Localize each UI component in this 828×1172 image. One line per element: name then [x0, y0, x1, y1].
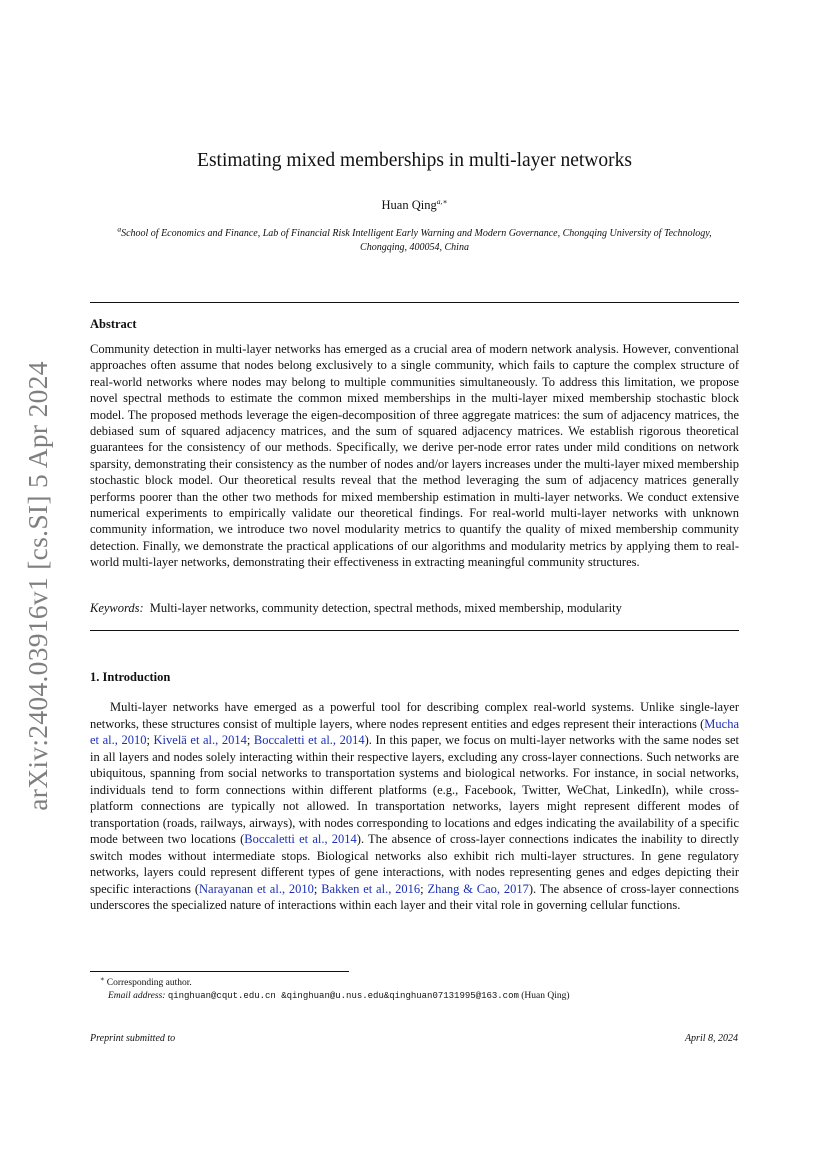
citation-link[interactable]: Bakken et al., 2016 [321, 881, 421, 896]
footer-date: April 8, 2024 [684, 1033, 738, 1044]
affiliation [110, 224, 719, 254]
arxiv-identifier-stamp[interactable]: arXiv:2404.03916v1 [cs.SI] 5 Apr 2024 [22, 361, 53, 811]
citation-link[interactable]: Kivelä et al., 2014 [153, 733, 247, 747]
intro-text-segment: Multi-layer networks have emerged as a powerful tool for describing complex real-world systems. Unlike single-layer networks, these structures consist of multiple layers, where nodes represent entities and edges represent their interactions ( [90, 700, 739, 731]
email-owner: (Huan Qing) [521, 991, 570, 1001]
author-line [90, 198, 739, 213]
intro-text-segment: ; [146, 733, 154, 747]
intro-text-segment: ; [420, 881, 428, 896]
abstract-body: Community detection in multi-layer networks has emerged as a crucial area of modern network analysis. However, conventional approaches often assume that nodes belong exclusively to a single community, which fails to capture the complex structure of real-world networks where nodes may belong to multiple communities simultaneously. To address this limitation, we propose novel spectral methods to estimate the common mixed memberships in the multi-layer mixed membership stochastic block model. The proposed methods leverage the eigen-decomposition of three aggregate matrices: the sum of adjacency matrices, the debiased sum of squared adjacency matrices, and the sum of squared adjacency matrices. We establish rigorous theoretical guarantees for the consistency of our methods. Specifically, we derive per-node error rates under mild conditions on network sparsity, demonstrating their consistency as the number of nodes and/or layers increases under the multi-layer mixed membership stochastic block model. Our theoretical results reveal that the method leveraging the sum of adjacency matrices generally performs poorer than the other two methods for mixed membership estimation in multi-layer networks. We conduct extensive numerical experiments to empirically validate our theoretical findings. For real-world multi-layer networks with unknown community information, we introduce two novel modularity metrics to quantify the quality of mixed membership community detection. Finally, we demonstrate the practical applications of our algorithms and modularity metrics by applying them to real-world multi-layer networks, demonstrating their effectiveness in extracting meaningful community structures. [90, 342, 739, 570]
keywords-text: Multi-layer networks, community detection, spectral methods, mixed membership, modularity [149, 601, 622, 615]
abstract-top-rule [90, 302, 739, 303]
affiliation-text: School of Economics and Finance, Lab of Financial Risk Intelligent Early Warning and Modern Governance, Chongqing University of Technology, Chongqing, 400054, China [121, 228, 712, 253]
footnote-email [108, 990, 748, 1003]
footnote-corresponding [100, 974, 748, 990]
footnote-mark: ∗ [100, 974, 105, 983]
intro-text-segment: ; [246, 733, 254, 747]
keywords-line [90, 601, 739, 616]
author-marks: a,∗ [436, 196, 448, 206]
keywords-label: Keywords: [90, 601, 144, 615]
intro-text-segment: ). The absence of cross-layer connections indicates the inability to directly switch modes without intermediate stops. Biological networks also exhibit rich multi-layer structures. In gene regulatory networks, layers could represent different types of gene interactions, with nodes representing genes and edges depicting their specific interactions ( [90, 832, 739, 896]
intro-text-segment: ). In this paper, we focus on multi-layer networks with the same nodes set in all layers and nodes solely interacting within their respective layers, excluding any cross-layer connections. Such networks are ubiquitous, spanning from social networks to transportation systems and biological networks. For instance, in social networks, individuals tend to form connections within different platforms (e.g., Facebook, Twitter, WeChat, LinkedIn), while cross-platform connections are typically not allowed. In transportation networks, layers might represent different modes of transportation (roads, railways, airways), with nodes corresponding to locations and edges indicating the availability of a specific mode between two locations ( [90, 733, 739, 846]
intro-text-segment: ; [313, 881, 322, 896]
citation-link[interactable]: Boccaletti et al., 2014 [244, 832, 357, 846]
footnote-rule [90, 971, 349, 972]
citation-link[interactable]: Mucha et al., 2010 [90, 716, 739, 747]
citation-link[interactable]: Zhang & Cao, 2017 [427, 881, 529, 896]
footer-preprint-note: Preprint submitted to [90, 1033, 176, 1044]
abstract-heading: Abstract [90, 317, 137, 331]
footnote-corresponding-text: Corresponding author. [106, 978, 192, 988]
abstract-bottom-rule [90, 630, 739, 631]
citation-link[interactable]: Boccaletti et al., 2014 [253, 733, 365, 747]
email-addresses[interactable]: qinghuan@cqut.edu.cn &qinghuan@u.nus.edu&qinghuan07131995@163.com [167, 991, 519, 1001]
section-heading-introduction: 1. Introduction [90, 670, 171, 684]
intro-text-segment: ). The absence of cross-layer connections underscores the specialized nature of interactions within each layer and their vital role in governing cellular functions. [90, 881, 739, 912]
affiliation-mark: a [117, 224, 122, 234]
author-name: Huan Qing [381, 198, 437, 212]
paper-title: Estimating mixed memberships in multi-layer networks [197, 150, 632, 171]
email-label: Email address: [108, 991, 166, 1001]
introduction-paragraph [90, 699, 739, 914]
citation-link[interactable]: Narayanan et al., 2010 [199, 881, 314, 896]
